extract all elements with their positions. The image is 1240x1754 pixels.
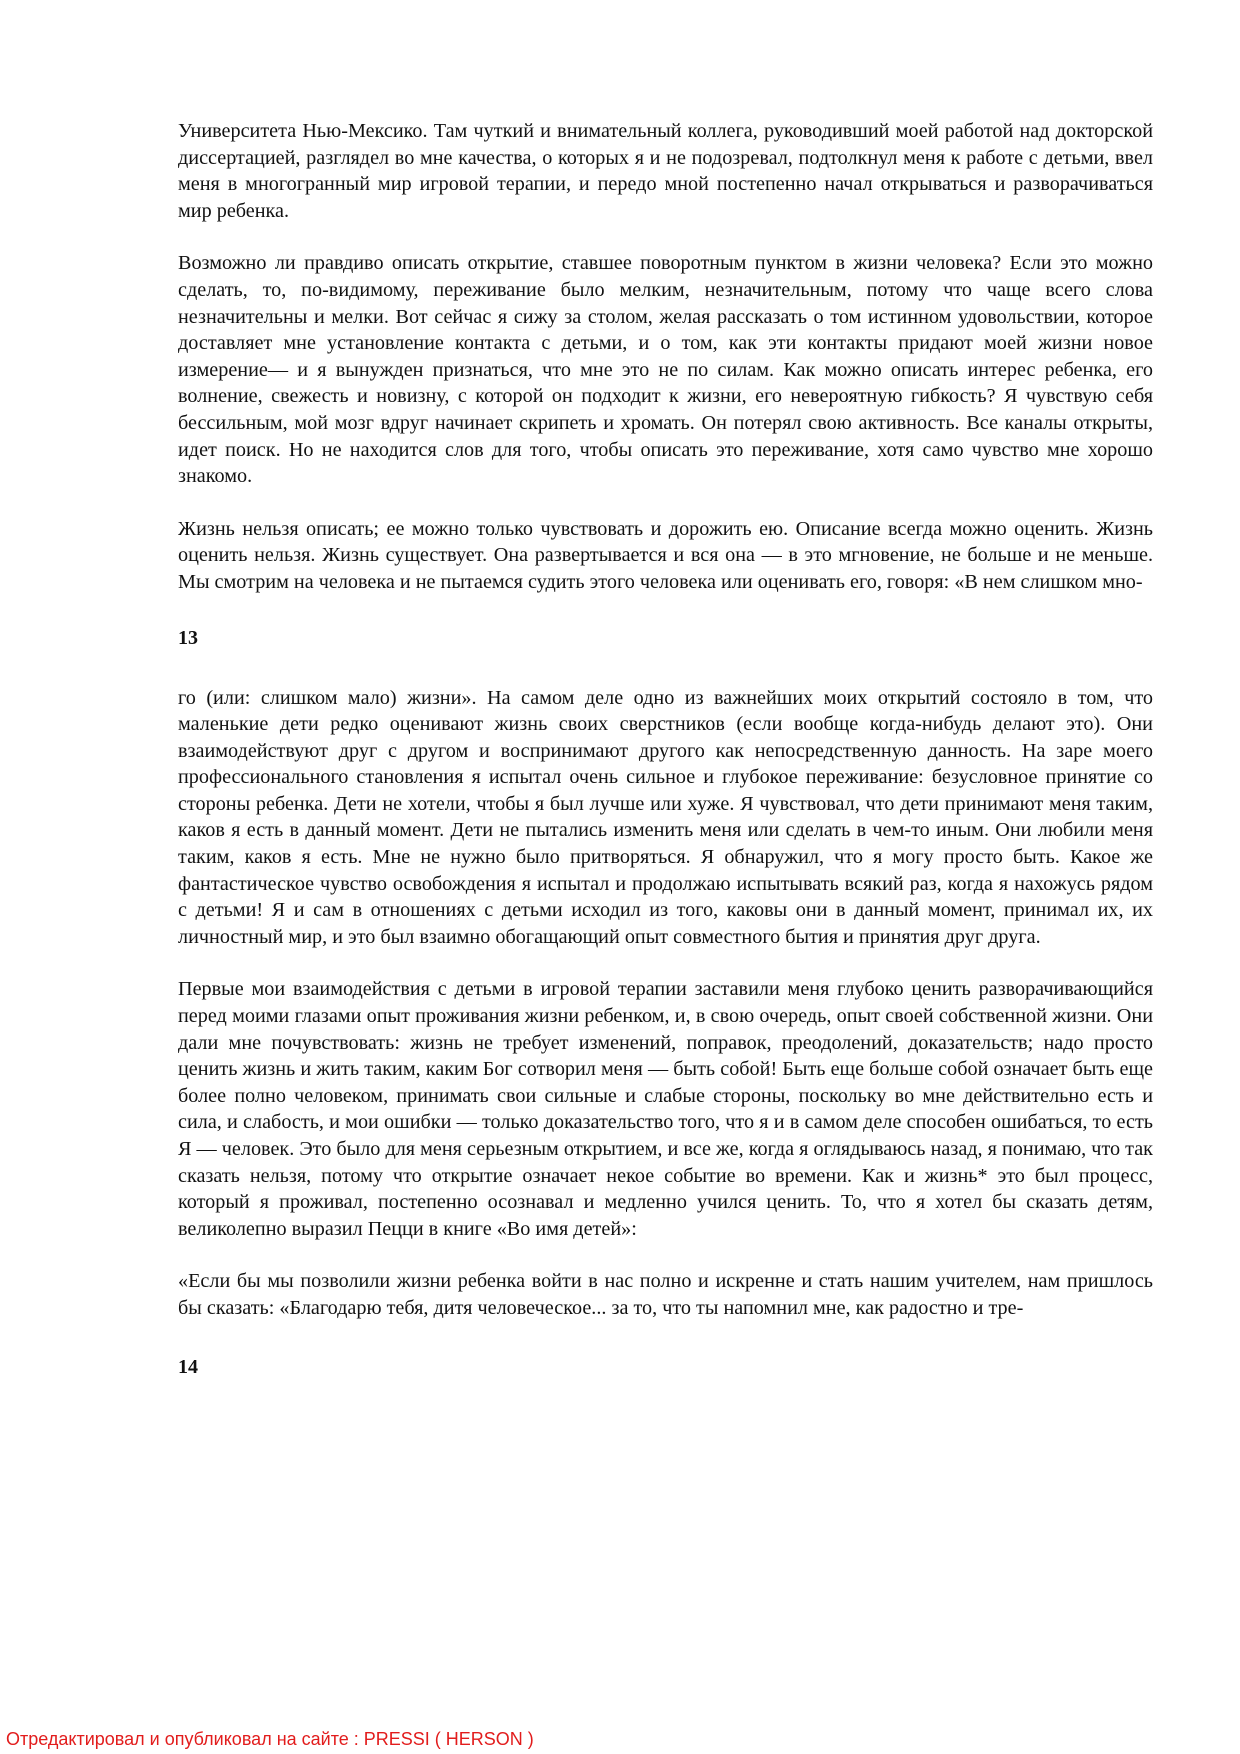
paragraph-play-therapy: Первые мои взаимодействия с детьми в игровой терапии заставили меня глубоко ценить разворачивающийся перед моими глазами опыт проживания жизни ребенком, и, в свою очередь, опыт своей собственной жизни. Они дали мне почувствовать: жизнь не требует изменений, поправок, преодолений, доказательств; надо просто ценить жизнь и жить таким, каким Бог сотворил меня — быть собой! Быть еще больше собой означает быть еще более полно человеком, принимать свои сильные и слабые стороны, поскольку во мне действительно есть и сила, и слабость, и мои ошибки — только доказательство того, что я и в самом деле способен ошибаться, то есть Я — человек. Это было для меня серьезным открытием, и все же, когда я оглядываюсь назад, я понимаю, что так сказать нельзя, потому что открытие означает некое событие во времени. Как и жизнь* это был процесс, который я проживал, постепенно осознавал и медленно учился ценить. То, что я хотел бы сказать детям, великолепно выразил Пецци в книге «Во имя детей»: xyxy=(178,978,1153,1240)
publisher-footer: Отредактировал и опубликовал на сайте : PRESSI ( HERSON ) xyxy=(6,1729,534,1749)
paragraph-university: Университета Нью-Мексико. Там чуткий и внимательный коллега, руководивший моей работой над докторской диссертацией, разглядел во мне качества, о которых я и не подозревал, подтолкнул меня к работе с детьми, ввел меня в многогранный мир игровой терапии, и передо мной постепенно начал открываться и разворачиваться мир ребенка. xyxy=(178,120,1153,222)
paragraph-discovery: Возможно ли правдиво описать открытие, ставшее поворотным пунктом в жизни человека? Если это можно сделать, то, по-видимому, переживание было мелким, незначительным, потому что чаще всего слова незначительны и мелки. Вот сейчас я сижу за столом, желая рассказать о том истинном удовольствии, которое доставляет мне установление контакта с детьми, и о том, как эти контакты придают моей жизни новое измерение— и я вынужден признаться, что мне это не по силам. Как можно описать интерес ребенка, его волнение, свежесть и новизну, с которой он подходит к жизни, его невероятную гибкость? Я чувствую себя бессильным, мой мозг вдруг начинает скрипеть и хромать. Он потерял свою активность. Все каналы открыты, идет поиск. Но не находится слов для того, чтобы описать это переживание, хотя само чувство мне хорошо знакомо. xyxy=(178,252,1153,488)
paragraph-life-description: Жизнь нельзя описать; ее можно только чувствовать и дорожить ею. Описание всегда можно оценить. Жизнь оценить нельзя. Жизнь существует. Она развертывается и вся она — в это мгновение, не больше и не меньше. Мы смотрим на человека и не пытаемся судить этого человека или оценивать его, говоря: «В нем слишком мно- xyxy=(178,517,1153,593)
page-number-13: 13 xyxy=(178,626,198,649)
document-body xyxy=(178,118,1153,1414)
page-number-14: 14 xyxy=(178,1355,198,1378)
paragraph-acceptance: го (или: слишком мало) жизни». На самом деле одно из важнейших моих открытий состояло в том, что маленькие дети редко оценивают жизнь своих сверстников (если вообще когда-нибудь делают это). Они взаимодействуют друг с другом и воспринимают другого как непосредственную данность. На заре моего профессионального становления я испытал очень сильное и глубокое переживание: безусловное принятие со стороны ребенка. Дети не хотели, чтобы я был лучше или хуже. Я чувствовал, что дети принимают меня таким, каков я есть в данный момент. Дети не пытались изменить меня или сделать в чем-то иным. Они любили меня таким, каков я есть. Мне не нужно было притворяться. Я обнаружил, что я могу просто быть. Какое же фантастическое чувство освобождения я испытал и продолжаю испытывать всякий раз, когда я нахожусь рядом с детьми! Я и сам в отношениях с детьми исходил из того, каковы они в данный момент, принимал их, их личностный мир, и это был взаимно обогащающий опыт совместного бытия и принятия друг друга. xyxy=(178,686,1153,948)
paragraph-quote: «Если бы мы позволили жизни ребенка войти в нас полно и искренне и стать нашим учителем, нам пришлось бы сказать: «Благодарю тебя, дитя человеческое... за то, что ты напомнил мне, как радостно и тре- xyxy=(178,1270,1153,1319)
